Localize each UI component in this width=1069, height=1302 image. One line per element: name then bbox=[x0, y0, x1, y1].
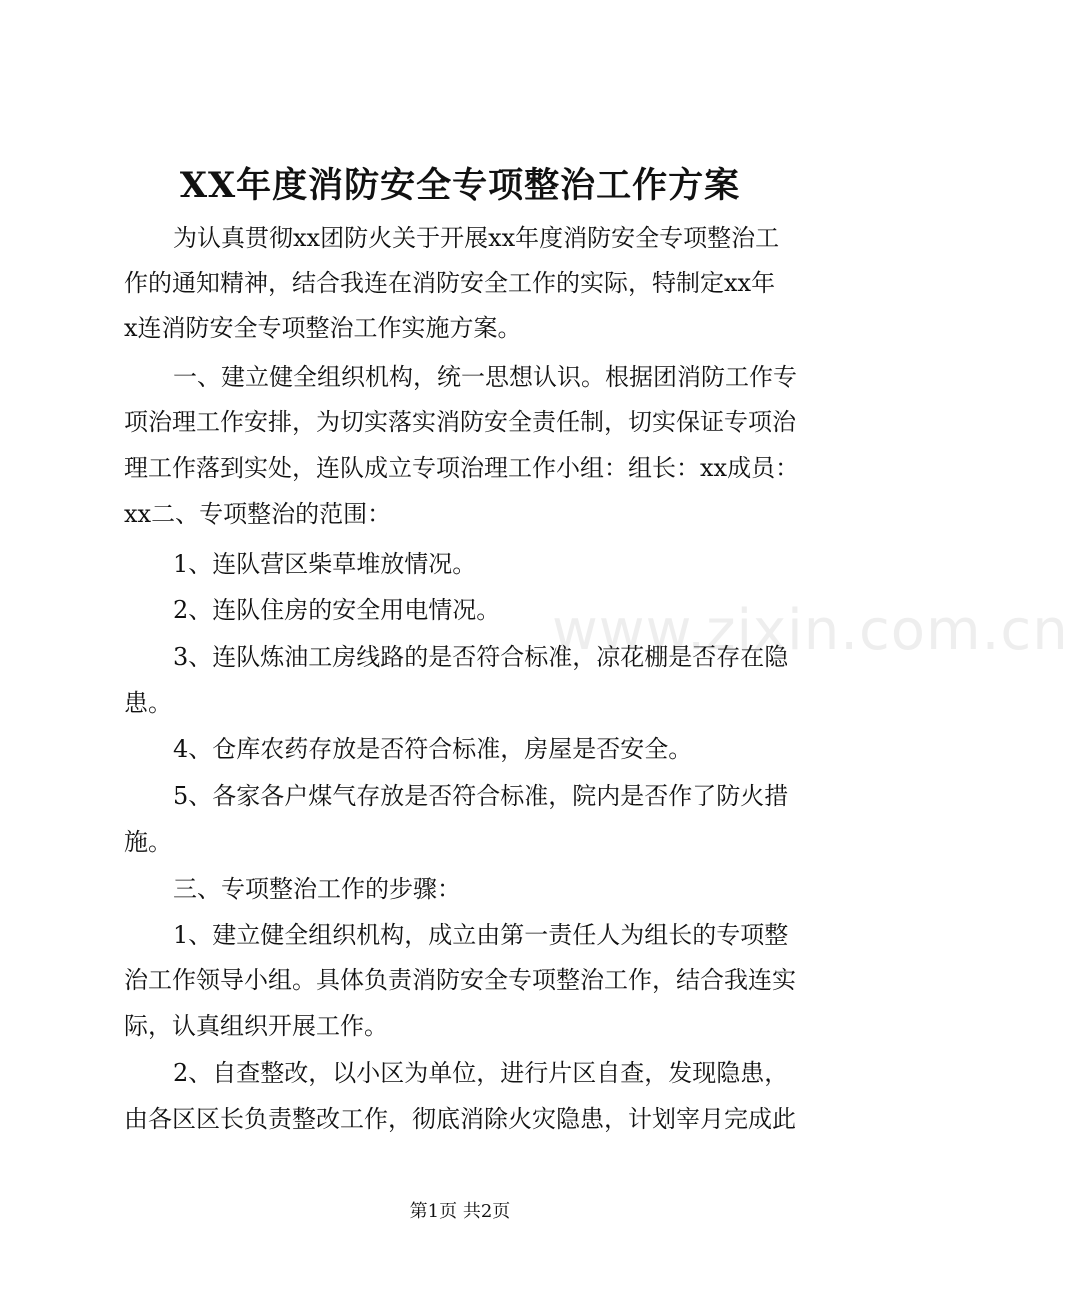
body-line: 项治理工作安排，为切实落实消防安全责任制，切实保证专项治 bbox=[124, 408, 796, 436]
list-item: 1、连队营区柴草堆放情况。 bbox=[173, 550, 477, 578]
list-item: 4、仓库农药存放是否符合标准，房屋是否安全。 bbox=[173, 735, 693, 763]
section-heading: 三、专项整治工作的步骤： bbox=[173, 875, 461, 903]
body-line: 理工作落到实处，连队成立专项治理工作小组：组长：xx成员： bbox=[124, 454, 800, 482]
list-item: 1、建立健全组织机构，成立由第一责任人为组长的专项整 bbox=[173, 921, 789, 949]
body-line: 际，认真组织开展工作。 bbox=[124, 1012, 388, 1040]
body-line: 作的通知精神，结合我连在消防安全工作的实际，特制定xx年 bbox=[124, 269, 776, 297]
body-line: 由各区区长负责整改工作，彻底消除火灾隐患，计划宰月完成此 bbox=[124, 1105, 796, 1133]
list-item: 2、连队住房的安全用电情况。 bbox=[173, 596, 501, 624]
body-line: 一、建立健全组织机构，统一思想认识。根据团消防工作专 bbox=[173, 363, 797, 391]
page-number: 第1页 共2页 bbox=[409, 1201, 511, 1222]
list-item: 3、连队炼油工房线路的是否符合标准，凉花棚是否存在隐 bbox=[173, 643, 789, 671]
body-line: 施。 bbox=[124, 828, 172, 856]
body-line: 患。 bbox=[124, 689, 172, 717]
body-line: xx二、专项整治的范围： bbox=[124, 500, 392, 528]
body-line: 为认真贯彻xx团防火关于开展xx年度消防安全专项整治工 bbox=[173, 224, 780, 252]
watermark: www.zixin.com.cn bbox=[552, 598, 1069, 663]
body-line: 治工作领导小组。具体负责消防安全专项整治工作，结合我连实 bbox=[124, 966, 796, 994]
body-line: x连消防安全专项整治工作实施方案。 bbox=[124, 314, 522, 342]
list-item: 5、各家各户煤气存放是否符合标准，院内是否作了防火措 bbox=[173, 782, 789, 810]
document-title: XX年度消防安全专项整治工作方案 bbox=[179, 165, 741, 206]
list-item: 2、自查整改，以小区为单位，进行片区自查，发现隐患， bbox=[173, 1059, 789, 1087]
